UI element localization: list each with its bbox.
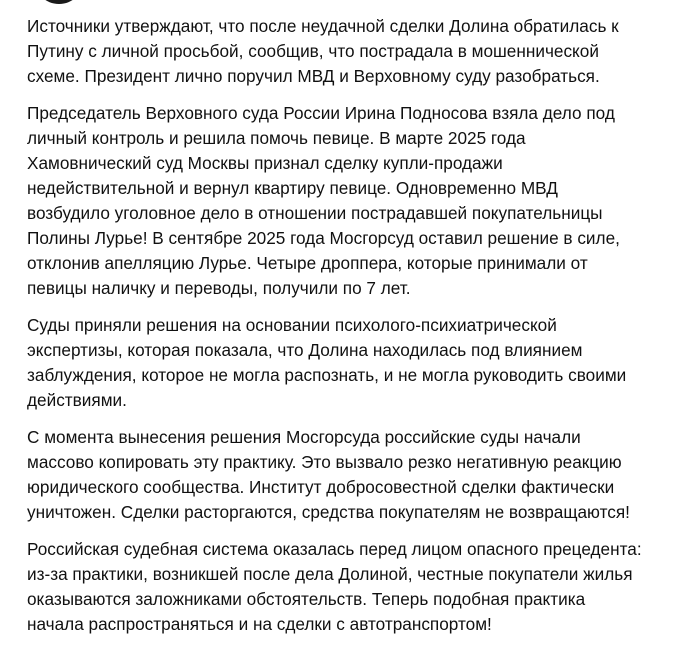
post-paragraph-5: Российская судебная система оказалась перед лицом опасного прецедента: из-за практики, возникшей после дела Долиной, честные покупатели жилья оказываются заложниками обстоятельств. Теперь подобная практика начала распространяться и на сделки с автотранспортом! (27, 539, 642, 634)
post-paragraph-1: Источники утверждают, что после неудачной сделки Долина обратилась к Путину с личной просьбой, сообщив, что пострадала в мошеннической схеме. Президент лично поручил МВД и Верховному суду разобраться. (27, 16, 619, 86)
post-paragraph-3: Суды приняли решения на основании психолого-психиатрической экспертизы, которая показала, что Долина находилась под влиянием заблуждения, которое не могла распознать, и не могла руководить своими действиями. (27, 315, 627, 410)
post-paragraph-4: С момента вынесения решения Мосгорсуда российские суды начали массово копировать эту практику. Это вызвало резко негативную реакцию юридического сообщества. Институт добросовестной сделки фактически уничтожен. Сделки расторгаются, средства покупателям не возвращаются! (27, 427, 630, 522)
post-body (27, 14, 667, 649)
post-paragraph-2: Председатель Верховного суда России Ирина Подносова взяла дело под личный контроль и решила помочь певице. В марте 2025 года Хамовнический суд Москвы признал сделку купли-продажи недействительной и вернул квартиру певице. Одновременно МВД возбудило уголовное дело в отношении пострадавшей покупательницы Полины Лурье! В сентябре 2025 года Мосгорсуд оставил решение в силе, отклонив апелляцию Лурье. Четыре дроппера, которые принимали от певицы наличку и переводы, получили по 7 лет. (27, 103, 620, 298)
avatar[interactable] (34, 0, 84, 4)
